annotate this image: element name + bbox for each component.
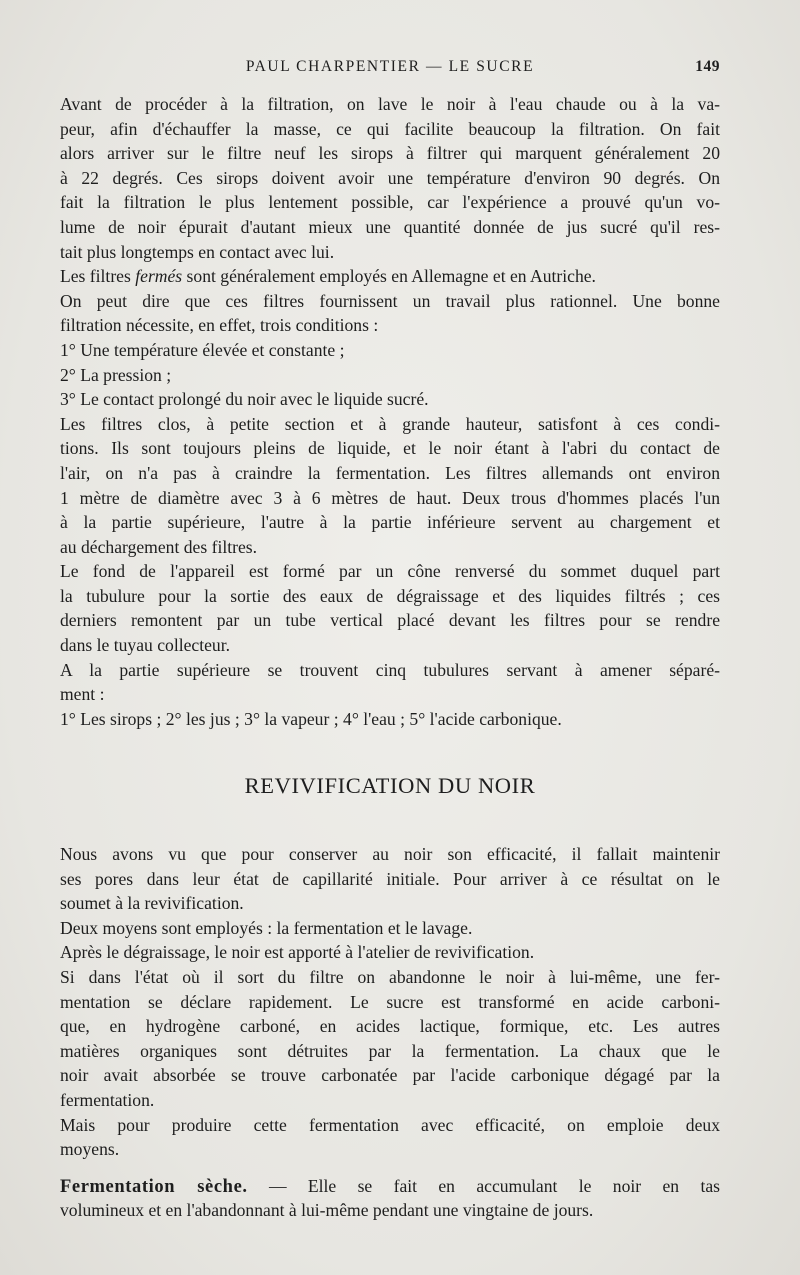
text-line: derniers remontent par un tube vertical placé devant les filtres pour se rendre <box>60 610 720 631</box>
text-line: que, en hydrogène carboné, en acides lactique, formique, etc. Les autres <box>60 1016 720 1037</box>
text-fragment: sont généralement employés en Allemagne et en Autriche. <box>182 266 596 287</box>
text-line: noir avait absorbée se trouve carbonatée par l'acide carbonique dégagé par la <box>60 1065 720 1086</box>
text-line: moyens. <box>60 1139 120 1160</box>
text-line: volumineux et en l'abandonnant à lui-même pendant une vingtaine de jours. <box>60 1200 594 1221</box>
text-line: fermentation. <box>60 1089 155 1110</box>
text-fragment: Les filtres <box>60 266 136 287</box>
text-line: tions. Ils sont toujours pleins de liquide, et le noir étant à l'abri du contact de <box>60 438 720 459</box>
text-line: lume de noir épurait d'autant mieux une quantité donnée de jus sucré qu'il res- <box>60 216 720 237</box>
text-line: Nous avons vu que pour conserver au noir son efficacité, il fallait maintenir <box>60 844 720 864</box>
running-title: PAUL CHARPENTIER — LE SUCRE <box>245 58 535 75</box>
text-line: la tubulure pour la sortie des eaux de dégraissage et des liquides filtrés ; ces <box>60 585 720 606</box>
condition-item-2: 2° La pression ; <box>60 364 172 385</box>
text-line-dry-fermentation <box>60 1174 720 1199</box>
text-line: dans le tuyau collecteur. <box>60 635 231 656</box>
text-line: Deux moyens sont employés : la fermentation et le lavage. <box>60 917 473 938</box>
text-line: matières organiques sont détruites par la fermentation. La chaux que le <box>60 1040 720 1061</box>
text-line: l'air, on n'a pas à craindre la fermentation. Les filtres allemands ont environ <box>60 462 720 483</box>
text-line: mentation se déclare rapidement. Le sucre est transformé en acide carboni- <box>60 991 720 1012</box>
text-line: soumet à la revivification. <box>60 893 244 914</box>
text-line: ses pores dans leur état de capillarité initiale. Pour arriver à ce résultat on le <box>60 868 720 889</box>
text-fragment: — Elle se fait en accumulant le noir en tas <box>247 1175 720 1196</box>
text-line: Mais pour produire cette fermentation avec efficacité, on emploie deux <box>60 1114 720 1135</box>
text-line: Avant de procéder à la filtration, on lave le noir à l'eau chaude ou à la va- <box>60 94 720 114</box>
inlet-list: 1° Les sirops ; 2° les jus ; 3° la vapeur ; 4° l'eau ; 5° l'acide carbonique. <box>60 708 562 729</box>
text-line: Les filtres clos, à petite section et à grande hauteur, satisfont à ces condi- <box>60 413 720 434</box>
text-line: Le fond de l'appareil est formé par un cône renversé du sommet duquel part <box>60 561 720 582</box>
body-text-filtration <box>60 92 720 731</box>
text-line: A la partie supérieure se trouvent cinq tubulures servant à amener séparé- <box>60 659 720 680</box>
body-text-revivification <box>60 842 720 1223</box>
text-line: filtration nécessite, en effet, trois conditions : <box>60 315 379 336</box>
text-line: On peut dire que ces filtres fournissent un travail plus rationnel. Une bonne <box>60 290 720 311</box>
term-fermentation-seche: Fermentation sèche. <box>60 1176 248 1197</box>
section-heading: REVIVIFICATION DU NOIR <box>244 773 536 798</box>
running-head <box>60 58 720 82</box>
text-line: à la partie supérieure, l'autre à la partie inférieure servent au chargement et <box>60 512 720 533</box>
text-line: fait la filtration le plus lentement possible, car l'expérience a prouvé qu'un vo- <box>60 192 720 213</box>
text-line: peur, afin d'échauffer la masse, ce qui facilite beaucoup la filtration. On fait <box>60 118 720 139</box>
emphasis-fermes: fermés <box>135 266 183 287</box>
text-line: Si dans l'état où il sort du filtre on abandonne le noir à lui-même, une fer- <box>60 966 720 987</box>
text-line: Après le dégraissage, le noir est apporté à l'atelier de revivification. <box>60 942 535 963</box>
text-line: ment : <box>60 684 105 705</box>
text-line: tait plus longtemps en contact avec lui. <box>60 241 335 262</box>
text-line-closed-filters <box>60 264 720 289</box>
condition-item-3: 3° Le contact prolongé du noir avec le liquide sucré. <box>60 389 429 410</box>
page-number: 149 <box>695 58 720 75</box>
text-line: à 22 degrés. Ces sirops doivent avoir une température d'environ 90 degrés. On <box>60 167 720 188</box>
text-line: alors arriver sur le filtre neuf les sirops à filtrer qui marquent généralement 20 <box>60 143 720 164</box>
text-line: 1 mètre de diamètre avec 3 à 6 mètres de haut. Deux trous d'hommes placés l'un <box>60 487 720 508</box>
condition-item-1: 1° Une température élevée et constante ; <box>60 339 345 360</box>
text-line: au déchargement des filtres. <box>60 536 258 557</box>
